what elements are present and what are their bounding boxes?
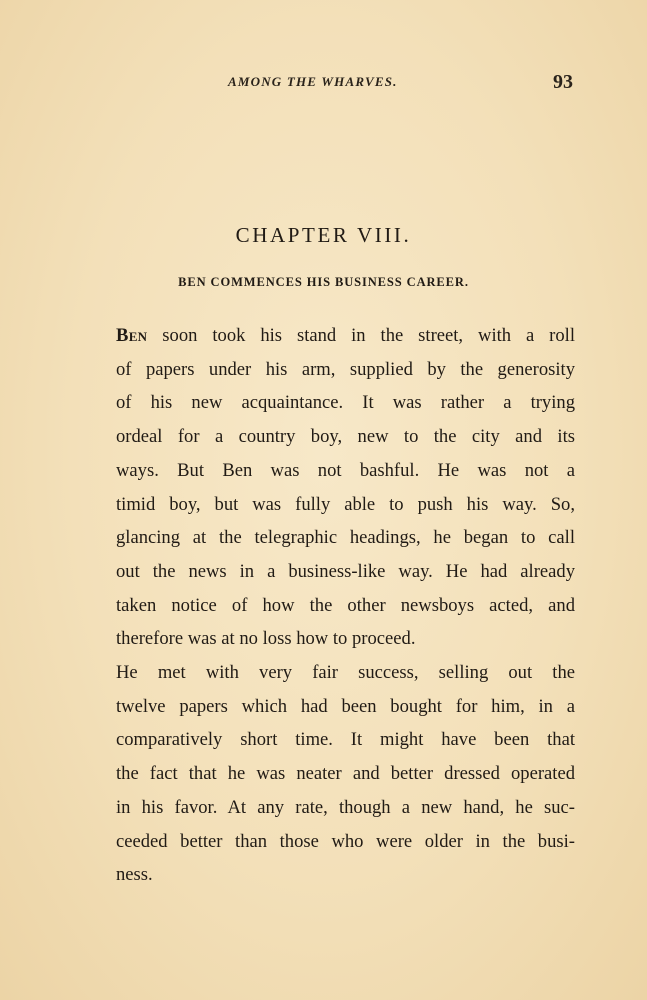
text-line: of papers under his arm, supplied by the generosity xyxy=(116,358,575,380)
chapter-subtitle: BEN COMMENCES HIS BUSINESS CAREER. xyxy=(178,275,469,289)
text-line: comparatively short time. It might have been that xyxy=(116,729,575,751)
text-line: timid boy, but was fully able to push his way. So, xyxy=(116,493,575,515)
chapter-title: CHAPTER VIII. xyxy=(235,223,412,247)
text-line: ways. But Ben was not bashful. He was not a xyxy=(116,459,575,481)
running-title: AMONG THE WHARVES. xyxy=(228,74,398,89)
body-text xyxy=(92,319,575,892)
text-line: twelve papers which had been bought for him, in a xyxy=(116,695,575,717)
text-line: ceeded better than those who were older in the busi- xyxy=(116,830,575,852)
text-line: ordeal for a country boy, new to the city and its xyxy=(116,426,575,448)
text-line xyxy=(92,319,575,353)
text-line: glancing at the telegraphic headings, he began to call xyxy=(116,527,575,549)
paragraph-1 xyxy=(92,319,575,656)
lead-word: Ben xyxy=(116,325,148,346)
text-line: the fact that he was neater and better dressed operated xyxy=(116,763,575,785)
text-line: He met with very fair success, selling out the xyxy=(116,662,575,684)
text-line-content: soon took his stand in the street, with a roll xyxy=(147,325,575,346)
running-head xyxy=(90,72,575,94)
text-line: out the news in a business-like way. He had already xyxy=(116,560,575,582)
text-line: therefore was at no loss how to proceed. xyxy=(116,628,416,650)
text-line: in his favor. At any rate, though a new hand, he suc- xyxy=(116,796,575,818)
text-line: ness. xyxy=(116,864,153,886)
text-line: of his new acquaintance. It was rather a trying xyxy=(116,392,575,414)
page-number: 93 xyxy=(553,71,573,93)
text-line: taken notice of how the other newsboys acted, and xyxy=(116,594,575,616)
paragraph-2 xyxy=(92,656,575,892)
